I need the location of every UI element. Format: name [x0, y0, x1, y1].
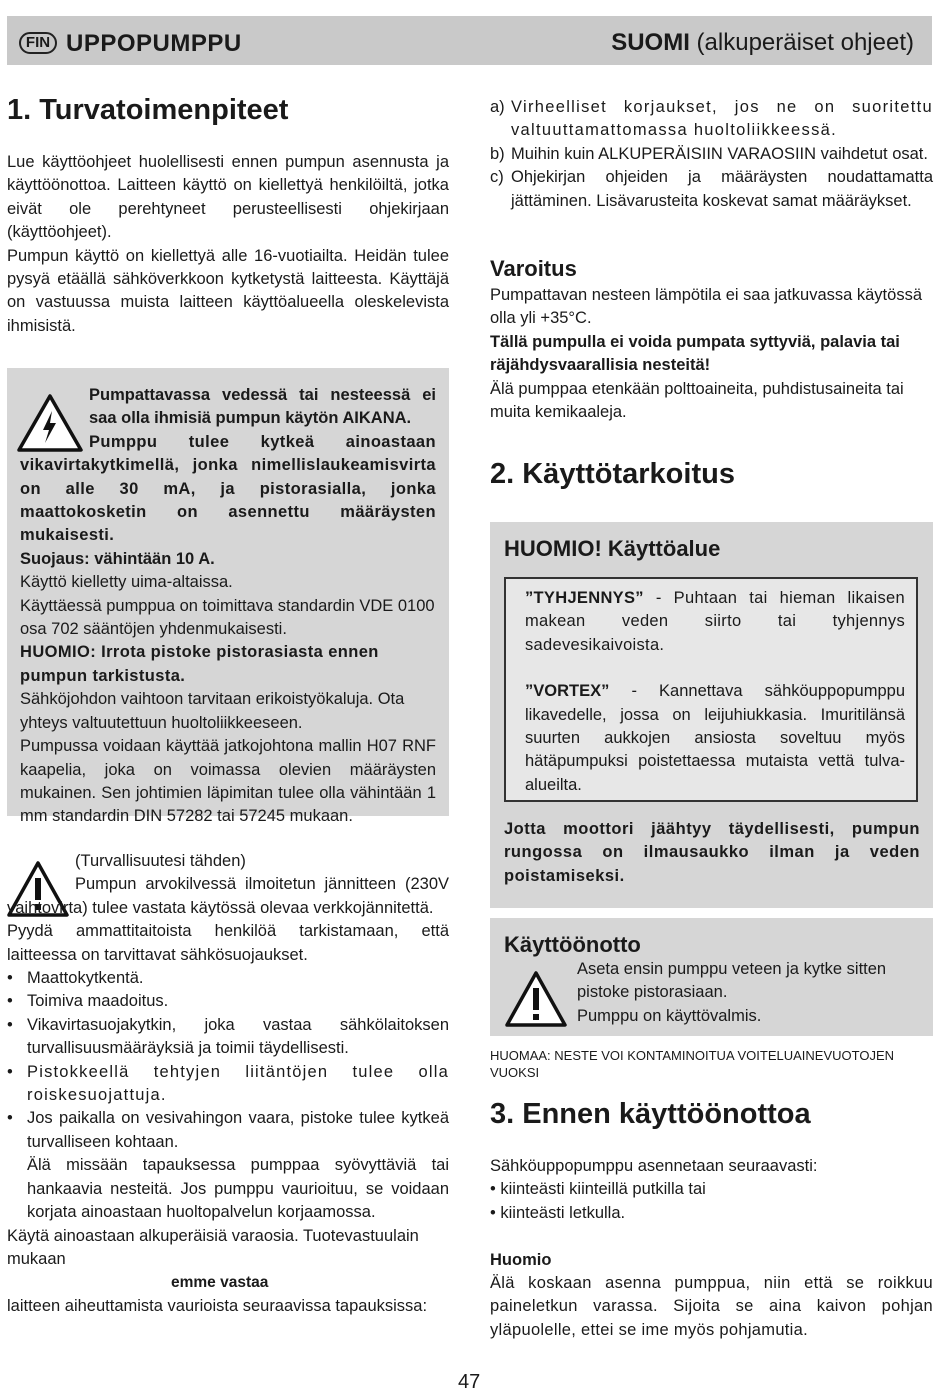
- electrical-safety-text: [20, 384, 436, 829]
- motor-cooling-note: Jotta moottori jäähtyy täydellisesti, pumpun rungossa on ilmausaukko ilman ja veden poistamiseksi.: [504, 820, 920, 885]
- list-item-text: Ohjekirjan ohjeiden ja määräysten noudattamatta jättäminen. Lisävarusteita koskevat samat määräykset.: [511, 168, 933, 210]
- safety-warning-people: Pumpattavassa vedessä tai nesteessä ei saa olla ihmisiä pumpun käytön AIKANA.: [89, 386, 436, 428]
- startup-step: Aseta ensin pumppu veteen ja kytke sitten pistoke pistorasiaan.: [577, 960, 887, 1002]
- safety-heading: (Turvallisuutesi tähden): [75, 852, 246, 870]
- safety-fuse: Suojaus: vähintään 10 A.: [20, 549, 215, 568]
- startup-box: [490, 918, 933, 1036]
- exclamation-warning-icon: [504, 970, 568, 1028]
- spare-parts-note: Käytä ainoastaan alkuperäisiä varaosia. Tuotevastuulain mukaan: [7, 1226, 419, 1268]
- list-item: [490, 143, 933, 166]
- startup-ready: Pumppu on käyttövalmis.: [577, 1006, 762, 1025]
- section-3-title: 3. Ennen käyttöönottoa: [490, 1098, 811, 1130]
- usage-modes: [525, 587, 905, 797]
- language-badge: FIN: [19, 32, 57, 54]
- notice-text: Älä koskaan asenna pumppua, niin että se roikkuu paineletkun varassa. Sijoita se aina kaivon pohjan yläpuolelle, ettei se ime myös pohjamutia.: [490, 1274, 933, 1339]
- startup-title: Käyttöönotto: [504, 932, 641, 957]
- mode-vortex: [525, 680, 905, 797]
- flammable-warning: Tällä pumpulla ei voida pumpata syttyviä, palavia tai räjähdysvaarallisia nesteitä!: [490, 332, 900, 375]
- intro-paragraph: Lue käyttöohjeet huolellisesti ennen pumpun asennusta ja käyttöönottoa. Laitteen käyttö on kiellettyä henkilöiltä, jotka eivät ole perehtyneet perusteellisesti ohjekirjaan (käyttöohjeet).: [7, 153, 449, 242]
- usage-title: HUOMIO! Käyttöalue: [504, 536, 721, 561]
- temperature-note: Pumpattavan nesteen lämpötila ei saa jatkuvassa käytössä olla yli +35°C.: [490, 286, 922, 328]
- protection-list: [7, 967, 449, 1154]
- section-2-title: 2. Käyttötarkoitus: [490, 458, 735, 490]
- list-item-text: kiinteästi letkulla.: [500, 1203, 626, 1222]
- safety-cable-replace: Sähköjohdon vaihtoon tarvitaan erikoistyökaluja. Ota yhteys valtuutettuun huoltoliikkeeseen.: [20, 690, 405, 732]
- list-item-key: a): [490, 98, 505, 116]
- language-note: (alkuperäiset ohjeet): [689, 29, 914, 56]
- notice-title: Huomio: [490, 1251, 552, 1269]
- list-item-text: kiinteästi kiinteillä putkilla tai: [500, 1180, 706, 1199]
- intro-text: [7, 151, 449, 338]
- list-item: • Jos paikalla on vesivahingon vaara, pistoke tulee kytkeä turvalliseen kohtaan.: [7, 1107, 449, 1154]
- product-title: UPPOPUMPPU: [66, 30, 242, 57]
- list-item: • Toimiva maadoitus.: [7, 990, 449, 1013]
- usage-modes-frame: [504, 577, 918, 802]
- intro-paragraph: Pumpun käyttö on kiellettyä alle 16-vuotiailta. Heidän tulee pysyä etäällä sähköverkkoon kytketystä laitteesta. Käyttäjä on vastuussa muista laitteen käyttöalueella oleskelevista ihmisistä.: [7, 246, 449, 335]
- electrical-safety-box: [7, 368, 449, 826]
- list-item-key: b): [490, 144, 505, 163]
- list-item: [490, 96, 933, 143]
- list-item-text: Virheelliset korjaukset, jos ne on suoritettu valtuuttamattomassa huoltoliikkeessä.: [511, 98, 933, 140]
- corrosive-warning: Älä missään tapauksessa pumppaa syövyttäviä tai hankaavia nesteitä. Jos pumppu vaurioituu, se voidaan korjata ainoastaan huoltopalvelun korjaamossa.: [27, 1156, 449, 1222]
- liability-phrase: emme vastaa: [171, 1274, 269, 1292]
- list-item: • Pistokkeellä tehtyjen liitäntöjen tulee olla roiskesuojattuja.: [7, 1061, 449, 1108]
- list-item: • kiinteästi letkulla.: [490, 1203, 626, 1222]
- list-item: [490, 166, 933, 213]
- mode-vortex-text: - Kannettava sähköuppopumppu likavedelle, jossa on leijuhiukkasia. Imuritilänsä suurten aukkojen ansiosta soveltuu myös hätäpumpuksi poistettaessa mutaista vettä tulva-alueilta.: [525, 682, 905, 794]
- installation-intro: Sähköuppopumppu asennetaan seuraavasti:: [490, 1157, 818, 1175]
- list-item-text: Muihin kuin ALKUPERÄISIIN VARAOSIIN vaihdetut osat.: [511, 144, 928, 163]
- safety-pool: Käyttö kielletty uima-altaissa.: [20, 573, 233, 592]
- safety-section: [7, 850, 449, 1318]
- list-item-key: c): [490, 168, 504, 187]
- usage-box: [490, 522, 933, 908]
- warning-text: [490, 284, 933, 424]
- startup-text: [577, 958, 922, 1028]
- safety-extension-cable: Pumpussa voidaan käyttää jatkojohtona mallin H07 RNF kaapelia, joka on voimassa olevien määräysten mukainen. Sen johtimien läpimitan tulee olla vähintään 1 mm standardin DIN 57282 tai 57245 mukaan.: [20, 737, 436, 826]
- mode-drain: [525, 587, 905, 657]
- liability-intro: laitteen aiheuttamista vaurioista seuraavissa tapauksissa:: [7, 1296, 428, 1315]
- safety-vde: Käyttäessä pumppua on toimittava standardin VDE 0100 osa 702 sääntöjen yhdenmukaisesti.: [20, 596, 435, 639]
- contamination-note: HUOMAA: NESTE VOI KONTAMINOITUA VOITELUAINEVUOTOJEN VUOKSI: [490, 1048, 895, 1080]
- safety-unplug: HUOMIO: Irrota pistoke pistorasiasta ennen pumpun tarkistusta.: [20, 643, 379, 685]
- voltage-note: Pumpun arvokilvessä ilmoitetun jännitteen (230V vaihtovirta) tulee vastata käytössä olevaa verkkojännitettä.: [7, 875, 449, 917]
- list-item: • kiinteästi kiinteillä putkilla tai: [490, 1180, 706, 1199]
- installation-text: [490, 1155, 933, 1225]
- list-item: • Vikavirtasuojakytkin, joka vastaa sähkölaitoksen turvallisuusmääräyksiä ja toimii täydellisesti.: [7, 1014, 449, 1061]
- chemicals-warning: Älä pumppaa etenkään polttoaineita, puhdistusaineita tai muita kemikaaleja.: [490, 379, 904, 422]
- language-name: SUOMI: [611, 29, 690, 56]
- mode-vortex-label: ”VORTEX”: [525, 682, 610, 701]
- mode-drain-text: - Puhtaan tai hieman likaisen makean veden siirto tai tyhjennys sadevesikaivoista.: [525, 589, 905, 654]
- liability-list: [490, 96, 933, 213]
- page-header: [7, 16, 932, 65]
- safety-warning-rcd: Pumppu tulee kytkeä ainoastaan vikavirtakytkimellä, jonka nimellislaukeamisvirta on alle 30 mA, ja pistorasialla, jonka maattokosketin on asennettu määräysten mukaisesti.: [20, 432, 436, 545]
- page-number: 47: [458, 1371, 481, 1393]
- protection-note: Pyydä ammattitaitoista henkilöä tarkistamaan, että laitteessa on tarvittavat sähkösuojaukset.: [7, 922, 449, 964]
- mode-drain-label: ”TYHJENNYS”: [525, 589, 644, 607]
- warning-title: Varoitus: [490, 256, 577, 281]
- section-1-title: 1. Turvatoimenpiteet: [7, 94, 289, 126]
- list-item: • Maattokytkentä.: [7, 967, 449, 990]
- language-label: [611, 29, 914, 57]
